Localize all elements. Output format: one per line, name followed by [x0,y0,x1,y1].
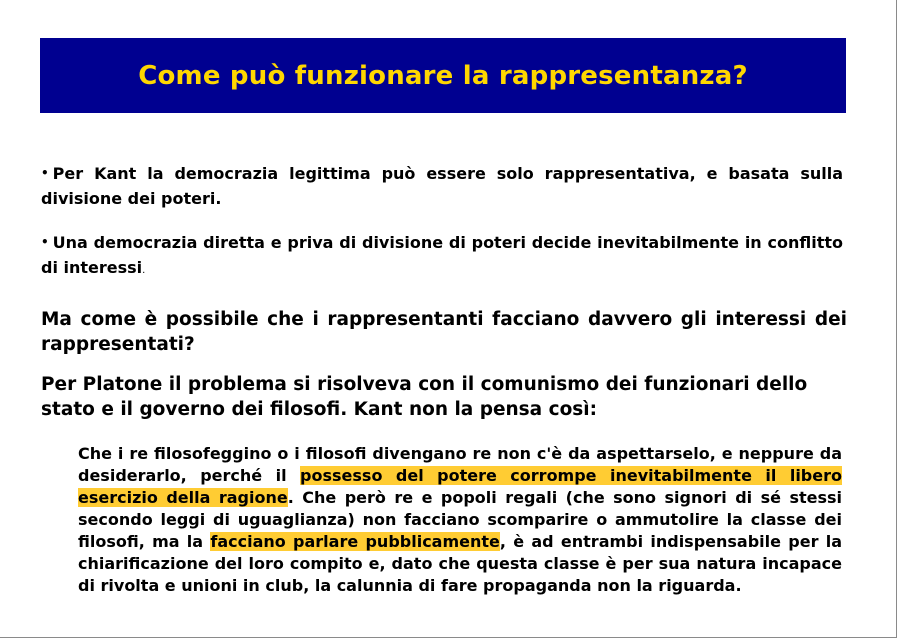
quote-text: , è ad entrambi indispensabile per la chiarificazione del loro compito e, dato che questa classe è per sua natura incapace di rivolta e unioni in club, la calunnia di fare propaganda non la riguarda. [78,532,843,595]
bullet-text: Per Kant la democrazia legittima può essere solo rappresentativa, e basata sulla divisione dei poteri. [41,164,843,208]
bullet-list [41,162,843,303]
bullet-end-period: . [142,265,146,276]
title-bar [40,38,846,113]
kant-quote [78,443,842,597]
bullet-icon: • [41,166,49,180]
quote-text: . Che però re e popoli regali (che sono signori di sé stessi secondo leggi di uguaglianza) non facciano scomparire o ammutolire la classe dei filosofi, ma la [78,488,842,551]
quote-highlight-potere: possesso del potere corrompe inevitabilmente il libero esercizio della ragione [78,466,842,507]
bullet-item-democrazia-diretta [41,231,843,282]
slide-title: Come può funzionare la rappresentanza? [138,60,748,91]
quote-highlight-pubblicamente: facciano parlare pubblicamente [210,532,500,551]
platone-paragraph: Per Platone il problema si risolveva con il comunismo dei funzionari dello stato e il governo dei filosofi. Kant non la pensa così: [41,374,808,420]
bullet-icon: • [41,235,49,249]
bullet-item-kant [41,162,843,210]
quote-text: Che i re filosofeggino o i filosofi divengano re non c'è da aspettarselo, e neppure da desiderarlo, perché il [78,444,842,485]
bullet-text: Una democrazia diretta e priva di divisione di poteri decide inevitabilmente in conflitto di interessi [41,233,843,277]
question-paragraph: Ma come è possibile che i rappresentanti facciano davvero gli interessi dei rappresentati? [41,309,847,355]
